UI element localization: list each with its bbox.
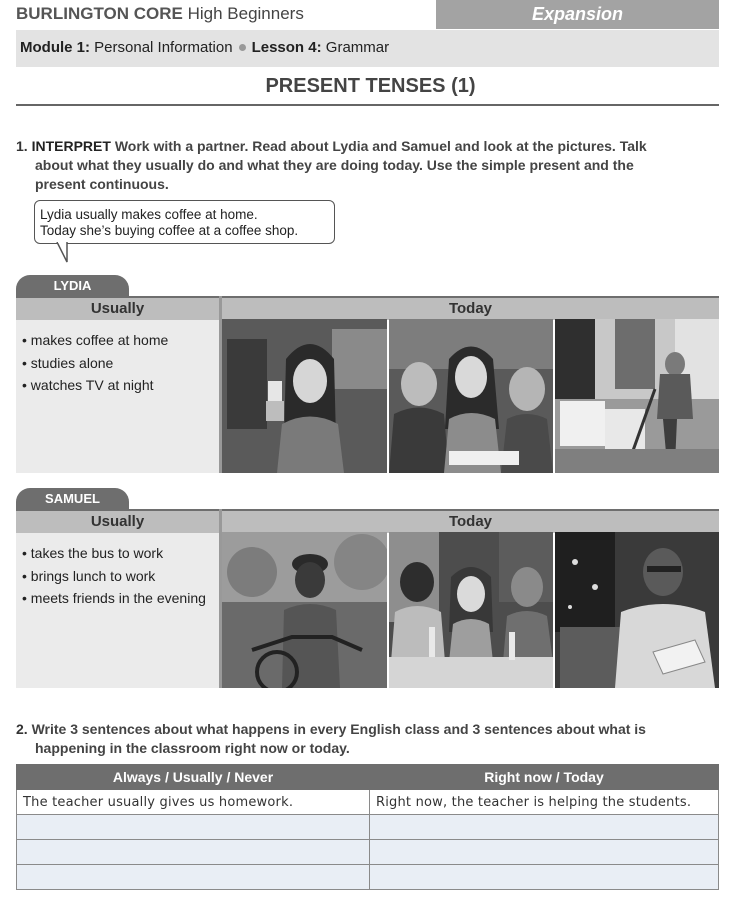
lydia-today-header: Today	[222, 296, 719, 320]
lydia-usually-cell	[16, 320, 219, 473]
module-label: Module 1:	[20, 39, 90, 56]
table-row	[17, 865, 719, 890]
exercise-1-line-2: about what they usually do and what they are doing today. Use the simple present and the	[35, 157, 634, 173]
bullet-dot-icon	[239, 44, 246, 51]
list-item: • meets friends in the evening	[22, 587, 206, 610]
module-bar	[16, 30, 719, 67]
column-header-right-now: Right now / Today	[370, 765, 719, 790]
photo-woman-buying-coffee	[222, 319, 387, 473]
lydia-usually-list	[22, 329, 168, 397]
bubble-line-2: Today she’s buying coffee at a coffee shop.	[40, 223, 299, 238]
table-row	[17, 815, 719, 840]
course-level: High Beginners	[187, 4, 304, 23]
speech-bubble-tail-icon	[55, 242, 79, 266]
lesson-name: Grammar	[325, 39, 390, 56]
answer-field[interactable]	[17, 865, 370, 890]
brand-name: BURLINGTON CORE	[16, 4, 183, 23]
photo-man-reading-book	[555, 532, 719, 688]
list-item: • makes coffee at home	[22, 329, 168, 352]
list-item: • studies alone	[22, 352, 168, 375]
list-item: • brings lunch to work	[22, 565, 206, 588]
exercise-2-instructions	[16, 720, 716, 758]
page-title: PRESENT TENSES (1)	[265, 75, 476, 97]
module-name: Personal Information	[94, 39, 233, 56]
exercise-1-number: 1.	[16, 138, 28, 154]
samuel-today-header: Today	[222, 509, 719, 533]
column-header-always: Always / Usually / Never	[17, 765, 370, 790]
example-sentence-right: Right now, the teacher is helping the students.	[370, 790, 719, 815]
lydia-usually-header: Usually	[16, 296, 219, 320]
list-item: • watches TV at night	[22, 374, 168, 397]
samuel-usually-list	[22, 542, 206, 610]
title-divider	[16, 104, 719, 106]
answer-field[interactable]	[370, 815, 719, 840]
samuel-tab: SAMUEL	[16, 488, 129, 509]
speech-bubble	[34, 200, 335, 244]
exercise-1-instructions	[16, 137, 706, 194]
bubble-line-1: Lydia usually makes coffee at home.	[40, 207, 258, 222]
photo-students-studying-together	[389, 319, 553, 473]
answer-field[interactable]	[17, 815, 370, 840]
exercise-1-keyword: INTERPRET	[31, 138, 111, 154]
example-sentence-left: The teacher usually gives us homework.	[17, 790, 370, 815]
photo-friends-eating-together	[389, 532, 553, 688]
lydia-tab: LYDIA	[16, 275, 129, 296]
samuel-usually-cell	[16, 533, 219, 688]
table-row	[17, 790, 719, 815]
exercise-2-line-1: Write 3 sentences about what happens in every English class and 3 sentences about what is	[31, 721, 646, 737]
table-header-row	[17, 765, 719, 790]
lesson-label: Lesson 4:	[251, 39, 322, 56]
photo-man-riding-bicycle	[222, 532, 387, 688]
sentences-table	[16, 764, 719, 890]
exercise-2-line-2: happening in the classroom right now or today.	[35, 740, 350, 756]
answer-field[interactable]	[17, 840, 370, 865]
answer-field[interactable]	[370, 840, 719, 865]
photo-person-cleaning-room	[555, 319, 719, 473]
expansion-banner	[436, 0, 719, 29]
exercise-2-number: 2.	[16, 721, 28, 737]
answer-field[interactable]	[370, 865, 719, 890]
expansion-label: Expansion	[531, 4, 624, 24]
header-course-title	[16, 4, 304, 24]
exercise-1-line-3: present continuous.	[35, 176, 169, 192]
list-item: • takes the bus to work	[22, 542, 206, 565]
table-row	[17, 840, 719, 865]
exercise-1-line-1: Work with a partner. Read about Lydia and Samuel and look at the pictures. Talk	[114, 138, 647, 154]
samuel-usually-header: Usually	[16, 509, 219, 533]
